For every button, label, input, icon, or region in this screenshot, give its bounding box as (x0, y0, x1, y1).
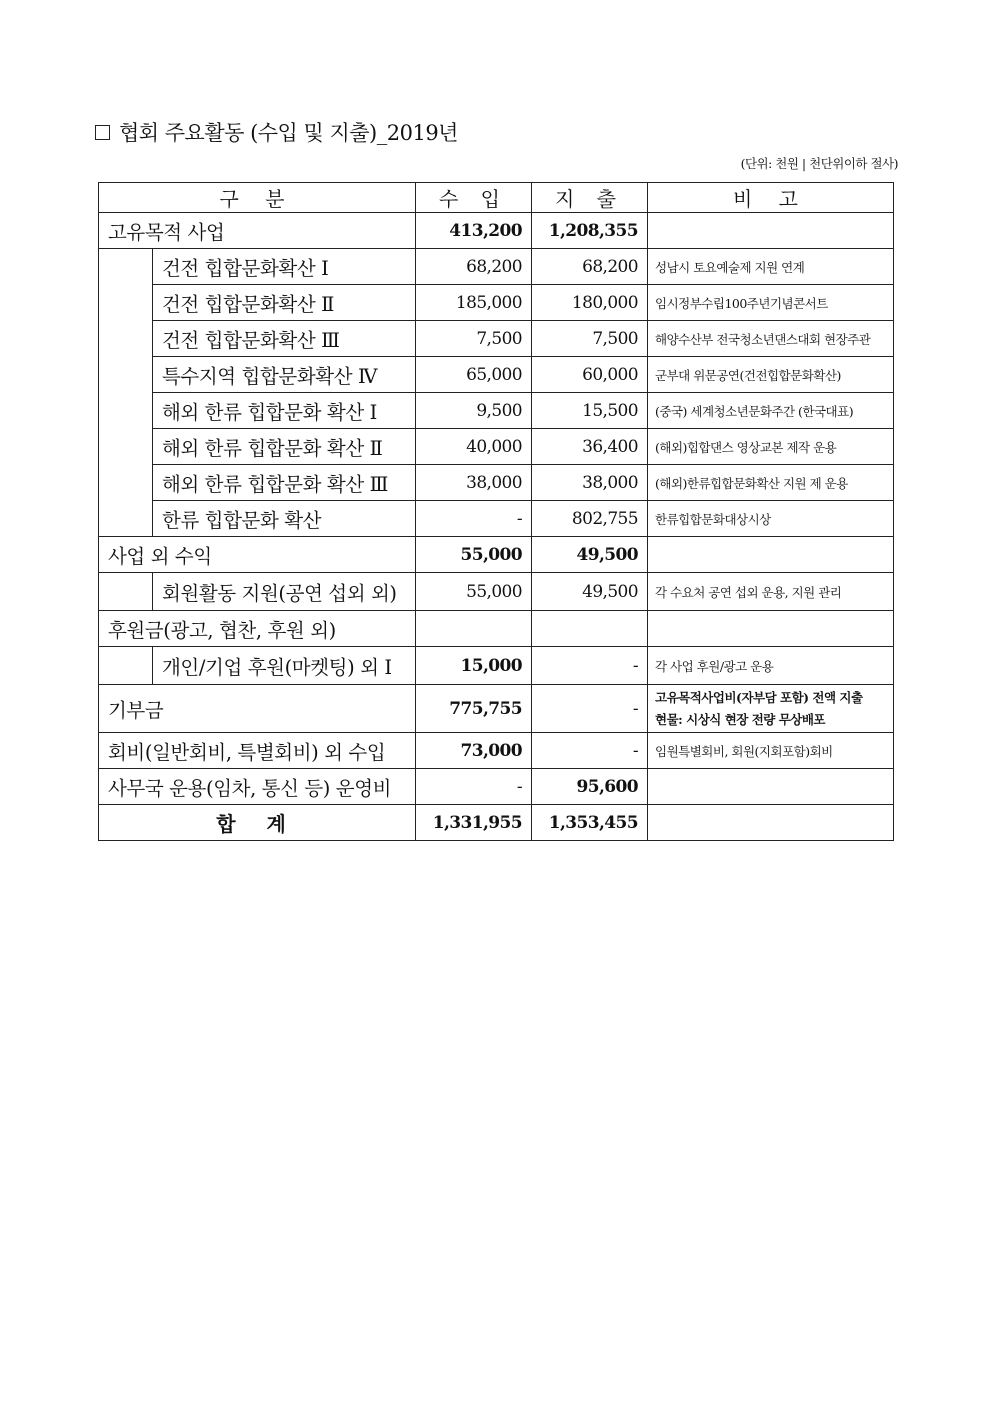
item-note: 한류힙합문화대상시상 (648, 501, 894, 537)
section-expense: 1,208,355 (532, 213, 648, 249)
item-note: 성남시 토요예술제 지원 연계 (648, 249, 894, 285)
item-row (99, 393, 894, 429)
item-income: - (416, 501, 532, 537)
item-row (99, 573, 894, 611)
item-income: 185,000 (416, 285, 532, 321)
indent-cell (99, 573, 153, 611)
donation-income: 775,755 (416, 685, 532, 733)
header-income: 수 입 (416, 183, 532, 213)
title-text: 협회 주요활동 (수입 및 지출)_2019년 (119, 121, 458, 145)
item-note: 군부대 위문공연(건전힙합문화확산) (648, 357, 894, 393)
item-income: 15,000 (416, 647, 532, 685)
donation-label: 기부금 (99, 685, 416, 733)
item-income: 7,500 (416, 321, 532, 357)
item-label: 해외 한류 힙합문화 확산 Ⅲ (153, 465, 416, 501)
item-row (99, 647, 894, 685)
item-expense: 49,500 (532, 573, 648, 611)
section-note (648, 537, 894, 573)
membership-label: 회비(일반회비, 특별회비) 외 수입 (99, 733, 416, 769)
section-expense: 49,500 (532, 537, 648, 573)
section-row (99, 213, 894, 249)
item-note: (중국) 세계청소년문화주간 (한국대표) (648, 393, 894, 429)
section-label: 후원금(광고, 협찬, 후원 외) (99, 611, 416, 647)
unit-note: (단위: 천원 | 천단위이하 절사) (740, 156, 898, 171)
office-label: 사무국 운용(임차, 통신 등) 운영비 (99, 769, 416, 805)
section-income (416, 611, 532, 647)
item-note: 해양수산부 전국청소년댄스대회 현장주관 (648, 321, 894, 357)
office-expense: 95,600 (532, 769, 648, 805)
item-row (99, 249, 894, 285)
office-income: - (416, 769, 532, 805)
donation-note-line2: 현물: 시상식 현장 전량 무상배포 (655, 711, 825, 727)
membership-row (99, 733, 894, 769)
item-expense: 60,000 (532, 357, 648, 393)
item-label: 해외 한류 힙합문화 확산 Ⅱ (153, 429, 416, 465)
item-row (99, 357, 894, 393)
item-row (99, 285, 894, 321)
donation-row (99, 685, 894, 733)
page-title (95, 117, 458, 147)
item-note: (해외)힙합댄스 영상교본 제작 운용 (648, 429, 894, 465)
total-expense: 1,353,455 (532, 805, 648, 841)
office-row (99, 769, 894, 805)
indent-cell (99, 647, 153, 685)
item-note: 각 사업 후원/광고 운용 (648, 647, 894, 685)
item-row (99, 501, 894, 537)
item-expense: 38,000 (532, 465, 648, 501)
membership-expense: - (532, 733, 648, 769)
item-income: 38,000 (416, 465, 532, 501)
section-label: 고유목적 사업 (99, 213, 416, 249)
section-note (648, 213, 894, 249)
item-income: 40,000 (416, 429, 532, 465)
section-note (648, 611, 894, 647)
header-expense: 지 출 (532, 183, 648, 213)
item-label: 특수지역 힙합문화확산 Ⅳ (153, 357, 416, 393)
item-income: 68,200 (416, 249, 532, 285)
checkbox-square-icon (95, 125, 110, 140)
item-expense: 802,755 (532, 501, 648, 537)
activity-table (98, 182, 894, 841)
item-expense: 68,200 (532, 249, 648, 285)
item-income: 55,000 (416, 573, 532, 611)
item-note: 임시정부수립100주년기념콘서트 (648, 285, 894, 321)
item-label: 회원활동 지원(공연 섭외 외) (153, 573, 416, 611)
item-expense: 36,400 (532, 429, 648, 465)
section-expense (532, 611, 648, 647)
item-label: 해외 한류 힙합문화 확산 Ⅰ (153, 393, 416, 429)
section-income: 413,200 (416, 213, 532, 249)
item-note: 각 수요처 공연 섭외 운용, 지원 관리 (648, 573, 894, 611)
item-label: 개인/기업 후원(마켓팅) 외 Ⅰ (153, 647, 416, 685)
donation-note (648, 685, 894, 733)
item-label: 건전 힙합문화확산 Ⅲ (153, 321, 416, 357)
item-income: 65,000 (416, 357, 532, 393)
item-label: 건전 힙합문화확산 Ⅰ (153, 249, 416, 285)
section-income: 55,000 (416, 537, 532, 573)
item-label: 한류 힙합문화 확산 (153, 501, 416, 537)
total-label: 합 계 (99, 805, 416, 841)
item-expense: 180,000 (532, 285, 648, 321)
item-row (99, 429, 894, 465)
membership-note: 임원특별회비, 회원(지회포함)회비 (648, 733, 894, 769)
total-row (99, 805, 894, 841)
section-label: 사업 외 수익 (99, 537, 416, 573)
header-category: 구 분 (99, 183, 416, 213)
membership-income: 73,000 (416, 733, 532, 769)
donation-expense: - (532, 685, 648, 733)
item-label: 건전 힙합문화확산 Ⅱ (153, 285, 416, 321)
total-income: 1,331,955 (416, 805, 532, 841)
indent-cell (99, 249, 153, 537)
item-note: (해외)한류힙합문화확산 지원 제 운용 (648, 465, 894, 501)
header-note: 비 고 (648, 183, 894, 213)
item-expense: 15,500 (532, 393, 648, 429)
section-row (99, 611, 894, 647)
header-row (99, 183, 894, 213)
office-note (648, 769, 894, 805)
item-income: 9,500 (416, 393, 532, 429)
item-expense: - (532, 647, 648, 685)
section-row (99, 537, 894, 573)
total-note (648, 805, 894, 841)
item-expense: 7,500 (532, 321, 648, 357)
donation-note-line1: 고유목적사업비(자부담 포함) 전액 지출 (655, 689, 863, 705)
item-row (99, 465, 894, 501)
item-row (99, 321, 894, 357)
